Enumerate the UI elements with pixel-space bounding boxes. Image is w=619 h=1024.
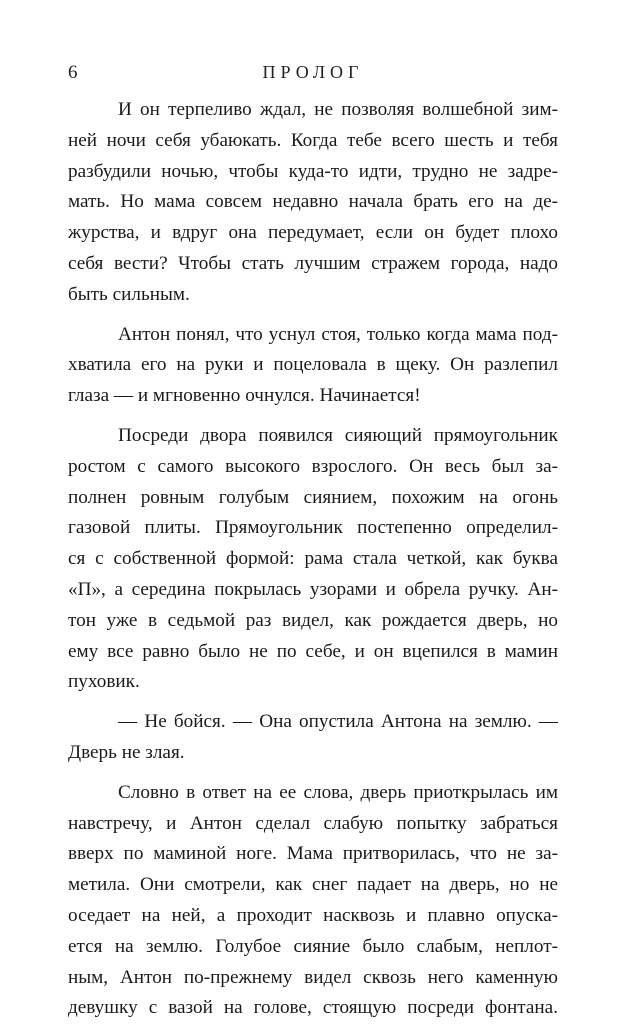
text-line: себя вести? Чтобы стать лучшим стражем города, надо bbox=[68, 252, 558, 274]
text-line: разбудили ночью, чтобы куда-то идти, трудно не задре- bbox=[68, 160, 558, 182]
text-line: оседает на ней, а проходит насквозь и плавно опуска- bbox=[68, 904, 558, 926]
text-line: ся с собственной формой: рама стала четкой, как буква bbox=[68, 548, 558, 570]
text-line: ему все равно было не по себе, и он вцепился в мамин bbox=[68, 640, 558, 662]
text-line: Антон понял, что уснул стоя, только когда мама под- bbox=[118, 323, 558, 345]
text-line: «П», а середина покрылась узорами и обрела ручку. Ан- bbox=[68, 578, 558, 600]
paragraph-gap bbox=[68, 769, 558, 778]
body-text bbox=[68, 95, 558, 1024]
text-line: тон уже в седьмой раз видел, как рождается дверь, но bbox=[68, 609, 558, 631]
text-line: девушку с вазой на голове, стоящую посреди фонтана. bbox=[68, 997, 558, 1019]
running-head bbox=[68, 62, 558, 92]
text-line: хватила его на руки и поцеловала в щеку. Он разлепил bbox=[68, 354, 558, 376]
text-line: вверх по маминой ноге. Мама притворилась, что не за- bbox=[68, 843, 558, 865]
text-line: ным, Антон по-прежнему видел сквозь него каменную bbox=[68, 966, 558, 988]
paragraph-gap bbox=[68, 311, 558, 320]
text-line: полнен ровным голубым сиянием, похожим на огонь bbox=[68, 486, 558, 508]
text-line: ростом с самого высокого взрослого. Он весь был за- bbox=[68, 455, 558, 477]
chapter-title: ПРОЛОГ bbox=[262, 62, 364, 82]
paragraph bbox=[68, 95, 558, 311]
paragraph-gap bbox=[68, 412, 558, 421]
paragraph bbox=[68, 707, 558, 769]
text-line: ется на землю. Голубое сияние было слабым, неплот- bbox=[68, 935, 558, 957]
text-line: Словно в ответ на ее слова, дверь приоткрылась им bbox=[118, 781, 558, 803]
page-number: 6 bbox=[68, 62, 79, 83]
text-line: глаза — и мгновенно очнулся. Начинается! bbox=[68, 385, 421, 407]
text-line: быть сильным. bbox=[68, 283, 190, 305]
text-line: метила. Они смотрели, как снег падает на дверь, но не bbox=[68, 874, 558, 896]
text-line: журства, и вдруг она передумает, если он будет плохо bbox=[68, 222, 558, 244]
text-line: пуховик. bbox=[68, 671, 140, 693]
paragraph bbox=[68, 320, 558, 412]
paragraph-gap bbox=[68, 698, 558, 707]
paragraph bbox=[68, 778, 558, 1024]
text-line: навстречу, и Антон сделал слабую попытку забраться bbox=[68, 812, 558, 834]
text-line: ней ночи себя убаюкать. Когда тебе всего шесть и тебя bbox=[68, 129, 558, 151]
text-line: Дверь не злая. bbox=[68, 741, 185, 763]
text-line: И он терпеливо ждал, не позволяя волшебной зим- bbox=[118, 99, 558, 120]
text-line: мать. Но мама совсем недавно начала брать его на де- bbox=[68, 191, 558, 213]
text-line: Посреди двора появился сияющий прямоугольник bbox=[118, 424, 558, 446]
text-line: газовой плиты. Прямоугольник постепенно определил- bbox=[68, 517, 558, 539]
paragraph bbox=[68, 421, 558, 698]
text-line: — Не бойся. — Она опустила Антона на землю. — bbox=[118, 711, 558, 733]
